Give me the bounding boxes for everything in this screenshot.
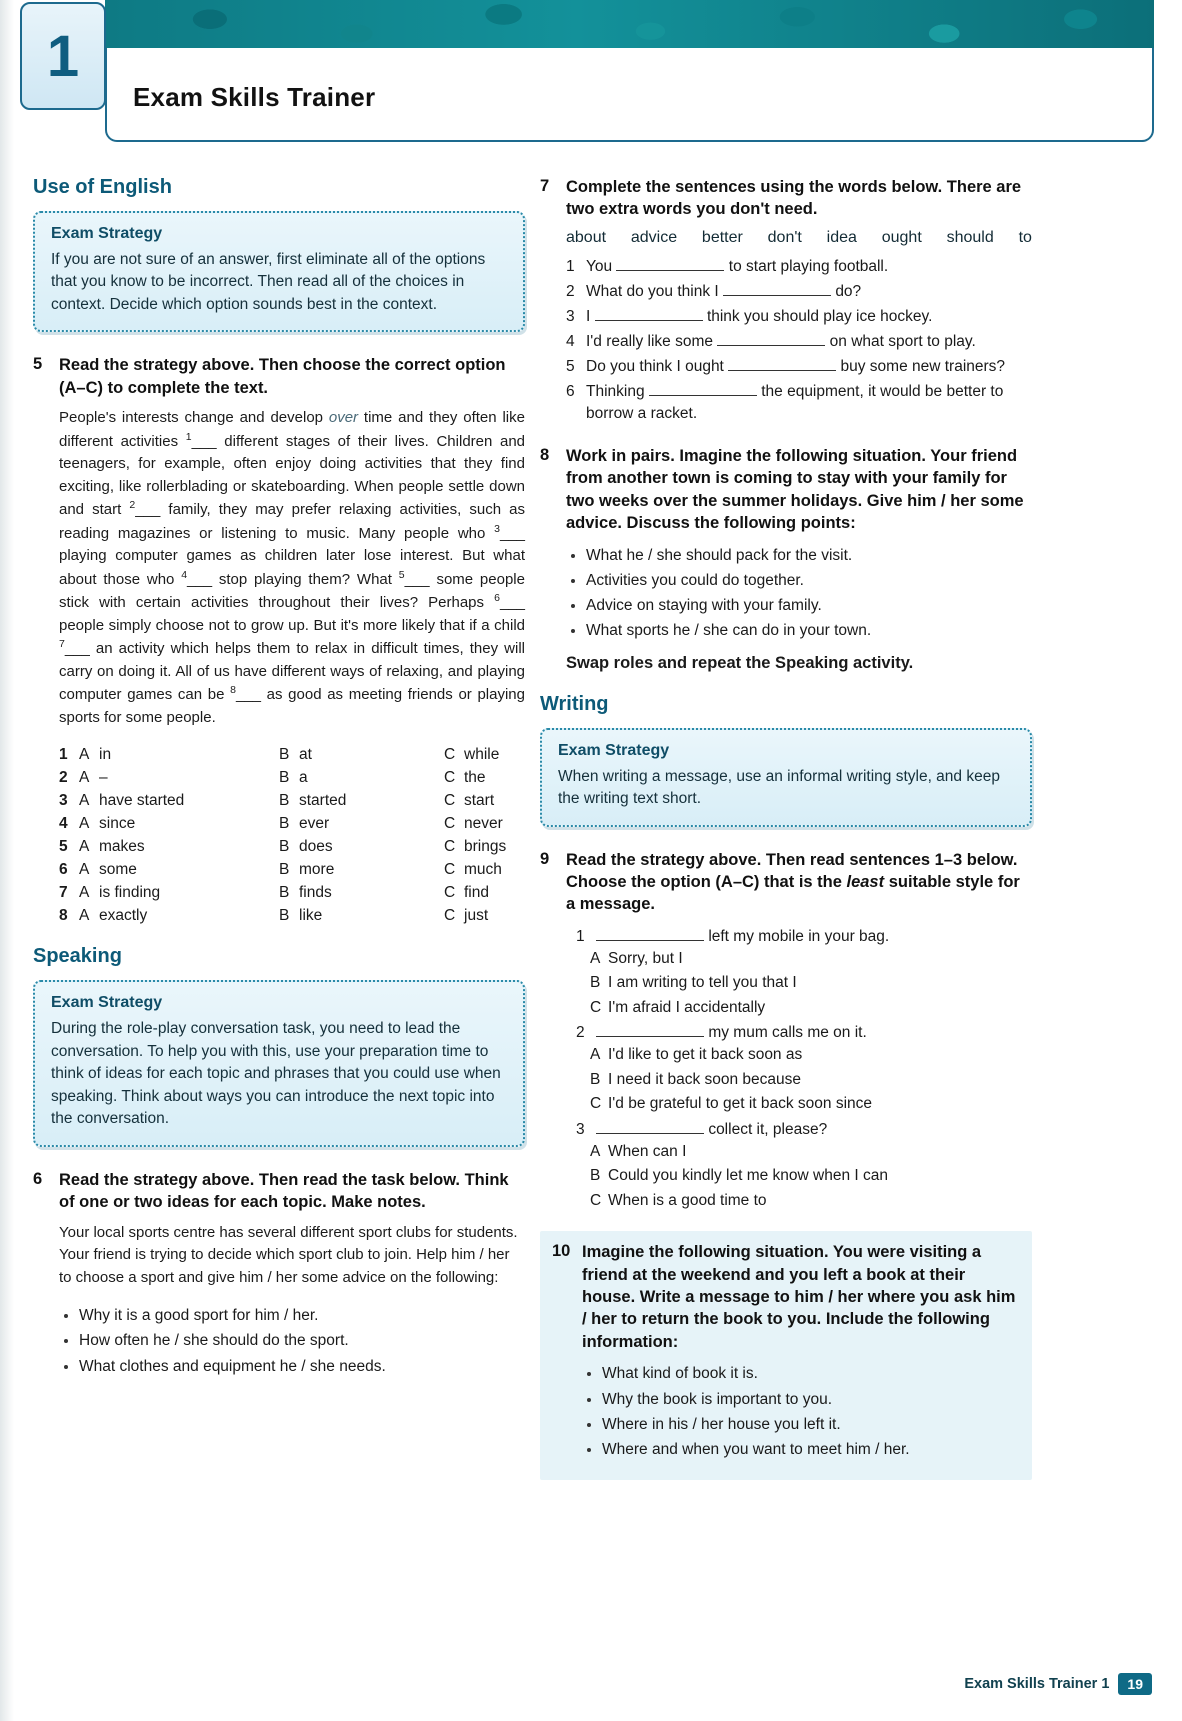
choice-letter: C bbox=[590, 1191, 602, 1209]
choice-text: When can I bbox=[608, 1142, 687, 1160]
choice-letter: C bbox=[590, 1095, 602, 1113]
option-row-number: 2 bbox=[59, 768, 68, 786]
list-item bbox=[566, 380, 1032, 427]
exercise-5 bbox=[33, 354, 525, 927]
question-stem bbox=[576, 1117, 1032, 1140]
option-c-text[interactable]: much bbox=[464, 860, 502, 878]
option-letter-c: C bbox=[444, 860, 456, 878]
option-letter-a: A bbox=[79, 814, 90, 832]
option-a-text[interactable]: exactly bbox=[99, 906, 148, 924]
strategy-text: During the role-play conversation task, you need to lead the conversation. To help you with this, use your preparation time to think of ideas for each topic and phrases that you could use when speaking. Think about ways you can introduce the next topic into the conversation. bbox=[51, 1020, 501, 1128]
table-row[interactable] bbox=[59, 835, 525, 858]
answer-blank[interactable] bbox=[717, 345, 825, 346]
table-row[interactable] bbox=[59, 858, 525, 881]
question-number: 1 bbox=[576, 927, 585, 945]
answer-blank[interactable] bbox=[596, 1036, 704, 1037]
word-bank-item[interactable]: to bbox=[1018, 228, 1032, 246]
gap-fill-list bbox=[566, 255, 1032, 427]
list-item: • Where in his / her house you left it. bbox=[602, 1412, 1020, 1437]
answer-blank[interactable] bbox=[728, 370, 836, 371]
exercise-rubric: Work in pairs. Imagine the following situation. Your friend from another town is coming to stay with your family for two weeks over the summer holidays. Give him / her some advice. Discuss the following points: bbox=[566, 446, 1024, 533]
choice-letter: C bbox=[590, 998, 602, 1016]
choice-text: I'm afraid I accidentally bbox=[608, 998, 766, 1016]
item-number: 6 bbox=[566, 383, 575, 401]
page-edge-shading bbox=[0, 0, 14, 1721]
choice-text: Could you kindly let me know when I can bbox=[608, 1167, 889, 1185]
option-letter-c: C bbox=[444, 745, 456, 763]
option-letter-a: A bbox=[79, 883, 90, 901]
option-row-number: 1 bbox=[59, 745, 68, 763]
strategy-text: If you are not sure of an answer, first eliminate all of the options that you know to be incorrect. Then read all of the choices in context. Decide which option sounds best in the context. bbox=[51, 251, 486, 313]
list-item[interactable] bbox=[576, 1189, 1032, 1213]
word-bank bbox=[566, 229, 1032, 247]
option-a-text[interactable]: since bbox=[99, 814, 136, 832]
word-bank-item[interactable]: idea bbox=[826, 228, 857, 246]
item-number: 1 bbox=[566, 258, 575, 276]
word-bank-item[interactable]: should bbox=[946, 228, 994, 246]
list-item bbox=[566, 305, 1032, 330]
option-letter-a: A bbox=[79, 768, 90, 786]
option-letter-a: A bbox=[79, 906, 90, 924]
option-letter-c: C bbox=[444, 814, 456, 832]
swap-roles-instruction: Swap roles and repeat the Speaking activity. bbox=[566, 653, 914, 672]
list-item[interactable] bbox=[576, 947, 1032, 971]
option-letter-b: B bbox=[279, 860, 290, 878]
word-bank-item[interactable]: advice bbox=[630, 228, 678, 246]
answer-blank[interactable] bbox=[723, 295, 831, 296]
choice-letter: B bbox=[590, 974, 601, 992]
list-item: • Activities you could do together. bbox=[586, 568, 1032, 593]
task-description: Your local sports centre has several different sport clubs for students. Your friend is trying to decide which sport club to join. Help him / her to choose a sport and give him / her some advice on the following: bbox=[59, 1223, 518, 1286]
option-b-text[interactable]: like bbox=[299, 906, 323, 924]
option-letter-a: A bbox=[79, 791, 90, 809]
item-text-after: do? bbox=[835, 283, 862, 301]
exercise-number: 10 bbox=[552, 1242, 571, 1261]
item-text-before: Thinking bbox=[586, 383, 645, 401]
option-a-text[interactable]: makes bbox=[99, 837, 145, 855]
table-row[interactable] bbox=[59, 812, 525, 835]
option-row-number: 4 bbox=[59, 814, 68, 832]
option-row-number: 6 bbox=[59, 860, 68, 878]
option-a-text[interactable]: some bbox=[99, 860, 137, 878]
item-text-before: I bbox=[586, 308, 591, 326]
exercise-number: 7 bbox=[540, 177, 550, 195]
list-item[interactable] bbox=[576, 996, 1032, 1020]
item-text-before: You bbox=[586, 258, 613, 276]
page-title: Exam Skills Trainer bbox=[133, 82, 376, 112]
stem-text: my mum calls me on it. bbox=[708, 1024, 867, 1042]
option-b-text[interactable]: at bbox=[299, 745, 312, 763]
option-c-text[interactable]: the bbox=[464, 768, 486, 786]
item-text-after: to start playing football. bbox=[728, 258, 889, 276]
task-bullet-list bbox=[59, 1303, 525, 1379]
choice-letter: A bbox=[590, 949, 601, 967]
item-number: 4 bbox=[566, 333, 575, 351]
choice-letter: B bbox=[590, 1070, 601, 1088]
right-column bbox=[540, 176, 1032, 1498]
unit-number-badge: 1 bbox=[20, 2, 106, 110]
item-number: 3 bbox=[566, 308, 575, 326]
choice-text: I'd be grateful to get it back soon since bbox=[608, 1095, 873, 1113]
header-decorative-band bbox=[105, 0, 1154, 48]
list-item: • Where and when you want to meet him / her. bbox=[602, 1437, 1020, 1462]
exercise-rubric: Complete the sentences using the words below. There are two extra words you don't need. bbox=[566, 178, 1022, 219]
option-letter-c: C bbox=[444, 883, 456, 901]
exercise-rubric: Read the strategy above. Then read the task below. Think of one or two ideas for each topic. Make notes. bbox=[59, 1170, 509, 1212]
item-text-after: think you should play ice hockey. bbox=[706, 308, 933, 326]
exercise-rubric: Read the strategy above. Then choose the correct option (A–C) to complete the text. bbox=[59, 356, 506, 397]
strategy-heading: Exam Strategy bbox=[558, 741, 670, 759]
exercise-number: 6 bbox=[33, 1169, 43, 1188]
discussion-points-list bbox=[566, 543, 1032, 644]
option-a-text[interactable]: is finding bbox=[99, 883, 161, 901]
writing-points-list bbox=[582, 1361, 1020, 1462]
exercise-number: 5 bbox=[33, 355, 43, 374]
exam-strategy-box-writing bbox=[540, 728, 1032, 827]
exam-strategy-box-use-of-english bbox=[33, 211, 525, 332]
question-group bbox=[566, 924, 1032, 1213]
list-item: • Why the book is important to you. bbox=[602, 1387, 1020, 1412]
exercise-rubric: Imagine the following situation. You were visiting a friend at the weekend and you left a book at their house. Write a message to him / her where you ask him / her to return the book to you. Include the following information: bbox=[582, 1243, 1016, 1351]
exercise-6 bbox=[33, 1169, 525, 1385]
list-item: • What sports he / she can do in your town. bbox=[586, 618, 1032, 643]
question-stem bbox=[576, 1020, 1032, 1043]
exercise-9 bbox=[540, 849, 1032, 1214]
choice-letter: A bbox=[590, 1046, 601, 1064]
option-letter-b: B bbox=[279, 814, 290, 832]
option-letter-b: B bbox=[279, 768, 290, 786]
option-a-text[interactable]: have started bbox=[99, 791, 185, 809]
option-letter-b: B bbox=[279, 745, 290, 763]
list-item: • Why it is a good sport for him / her. bbox=[79, 1303, 525, 1328]
strategy-heading: Exam Strategy bbox=[51, 994, 163, 1012]
table-row[interactable] bbox=[59, 789, 525, 812]
exercise-number: 9 bbox=[540, 849, 550, 868]
choice-list bbox=[576, 1140, 1032, 1213]
multiple-choice-options-table bbox=[59, 743, 525, 927]
list-item[interactable] bbox=[576, 1092, 1032, 1116]
option-b-text[interactable]: does bbox=[299, 837, 333, 855]
option-letter-c: C bbox=[444, 837, 456, 855]
option-c-text[interactable]: brings bbox=[464, 837, 507, 855]
exercise-number: 8 bbox=[540, 445, 550, 464]
left-column bbox=[33, 176, 525, 1403]
item-text-after: buy some new trainers? bbox=[840, 358, 1006, 376]
reading-passage: People's interests change and develop over time and they often like different activities $^1$___ different stages of their lives. Children and teenagers, for example, often enjoy doing activities that they find exciting, like rollerblading or skateboarding. When people settle down and start $^2$___ family, they may prefer relaxing activities, such as reading magazines or listening to music. Many people who $^3$___ playing computer games as children later lose interest. But what about those who $^4$___ stop playing them? What $^5$___ some people stick with certain activities throughout their lives? Perhaps $^6$___ people simply choose not to grow up. But it's more likely that if a child $^7$___ an activity which helps them to relax in difficult times, they will carry on doing it. All of us have different ways of relaxing, and playing computer games can be $^8$___ as good as meeting friends or playing sports for some people. bbox=[59, 409, 526, 726]
question-number: 3 bbox=[576, 1120, 585, 1138]
exercise-10 bbox=[540, 1231, 1032, 1480]
word-bank-item[interactable]: ought bbox=[881, 228, 922, 246]
option-b-text[interactable]: ever bbox=[299, 814, 330, 832]
list-item bbox=[566, 255, 1032, 280]
answer-blank[interactable] bbox=[596, 940, 704, 941]
option-letter-b: B bbox=[279, 837, 290, 855]
item-text-before: What do you think I bbox=[586, 283, 719, 301]
option-letter-c: C bbox=[444, 791, 456, 809]
choice-list bbox=[576, 1043, 1032, 1116]
item-text-before: Do you think I ought bbox=[586, 358, 724, 376]
option-b-text[interactable]: started bbox=[299, 791, 347, 809]
strategy-text: When writing a message, use an informal writing style, and keep the writing text short. bbox=[558, 767, 1000, 808]
strategy-heading: Exam Strategy bbox=[51, 225, 163, 242]
word-bank-item[interactable]: better bbox=[701, 228, 743, 246]
table-row[interactable] bbox=[59, 881, 525, 904]
section-heading-writing: Writing bbox=[540, 692, 609, 715]
section-heading-speaking: Speaking bbox=[33, 945, 122, 968]
list-item: • What he / she should pack for the visit. bbox=[586, 543, 1032, 568]
exercise-7 bbox=[540, 176, 1032, 427]
option-c-text[interactable]: while bbox=[464, 745, 500, 763]
option-letter-b: B bbox=[279, 791, 290, 809]
list-item[interactable] bbox=[576, 1068, 1032, 1092]
option-row-number: 7 bbox=[59, 883, 68, 901]
answer-blank[interactable] bbox=[596, 1133, 704, 1134]
choice-text: Sorry, but I bbox=[608, 949, 683, 967]
word-bank-item[interactable]: don't bbox=[767, 228, 802, 246]
list-item[interactable] bbox=[576, 1043, 1032, 1067]
option-b-text[interactable]: finds bbox=[299, 883, 332, 901]
list-item: • What clothes and equipment he / she needs. bbox=[79, 1354, 525, 1379]
option-b-text[interactable]: more bbox=[299, 860, 335, 878]
stem-text: left my mobile in your bag. bbox=[708, 927, 890, 945]
footer bbox=[964, 1673, 1152, 1695]
choice-text: I need it back soon because bbox=[608, 1070, 802, 1088]
option-row-number: 3 bbox=[59, 791, 68, 809]
item-text-after: on what sport to play. bbox=[829, 333, 976, 351]
item-text-after: the equipment, it would be better to borrow a racket. bbox=[586, 383, 1004, 423]
choice-letter: B bbox=[590, 1167, 601, 1185]
section-heading-use-of-english: Use of English bbox=[33, 176, 172, 198]
word-bank-item[interactable]: about bbox=[566, 228, 607, 246]
answer-blank[interactable] bbox=[616, 270, 724, 271]
item-number: 2 bbox=[566, 283, 575, 301]
option-c-text[interactable]: just bbox=[464, 906, 489, 924]
footer-label: Exam Skills Trainer 1 bbox=[964, 1676, 1110, 1692]
question-stem bbox=[576, 924, 1032, 947]
option-c-text[interactable]: never bbox=[464, 814, 503, 832]
option-c-text[interactable]: start bbox=[464, 791, 495, 809]
option-letter-a: A bbox=[79, 745, 90, 763]
option-c-text[interactable]: find bbox=[464, 883, 489, 901]
option-letter-c: C bbox=[444, 768, 456, 786]
option-a-text[interactable]: in bbox=[99, 745, 112, 763]
page-number: 19 bbox=[1118, 1673, 1152, 1695]
exercise-8 bbox=[540, 445, 1032, 673]
option-row-number: 8 bbox=[59, 906, 68, 924]
exercise-rubric: Read the strategy above. Then read sentences 1–3 below. Choose the option (A–C) that is the least suitable style for a message. bbox=[566, 850, 1020, 914]
option-letter-b: B bbox=[279, 883, 290, 901]
list-item bbox=[566, 355, 1032, 380]
option-letter-a: A bbox=[79, 860, 90, 878]
option-row-number: 5 bbox=[59, 837, 68, 855]
list-item[interactable] bbox=[576, 1140, 1032, 1164]
option-letter-a: A bbox=[79, 837, 90, 855]
stem-text: collect it, please? bbox=[708, 1120, 828, 1138]
list-item bbox=[566, 330, 1032, 355]
list-item: • What kind of book it is. bbox=[602, 1361, 1020, 1386]
table-row[interactable] bbox=[59, 743, 525, 766]
question-number: 2 bbox=[576, 1024, 585, 1042]
list-item[interactable] bbox=[576, 971, 1032, 995]
list-item: • Advice on staying with your family. bbox=[586, 593, 1032, 618]
answer-blank[interactable] bbox=[649, 395, 757, 396]
option-b-text[interactable]: a bbox=[299, 768, 308, 786]
choice-list bbox=[576, 947, 1032, 1020]
item-number: 5 bbox=[566, 358, 575, 376]
option-a-text[interactable]: – bbox=[99, 768, 108, 786]
list-item[interactable] bbox=[576, 1164, 1032, 1188]
choice-letter: A bbox=[590, 1142, 601, 1160]
list-item: • How often he / she should do the sport. bbox=[79, 1328, 525, 1353]
item-text-before: I'd really like some bbox=[586, 333, 714, 351]
table-row[interactable] bbox=[59, 904, 525, 927]
option-letter-b: B bbox=[279, 906, 290, 924]
table-row[interactable] bbox=[59, 766, 525, 789]
answer-blank[interactable] bbox=[595, 320, 703, 321]
list-item bbox=[566, 280, 1032, 305]
choice-text: I'd like to get it back soon as bbox=[608, 1046, 803, 1064]
exam-strategy-box-speaking bbox=[33, 980, 525, 1146]
choice-text: I am writing to tell you that I bbox=[608, 974, 797, 992]
option-letter-c: C bbox=[444, 906, 456, 924]
choice-text: When is a good time to bbox=[608, 1191, 767, 1209]
